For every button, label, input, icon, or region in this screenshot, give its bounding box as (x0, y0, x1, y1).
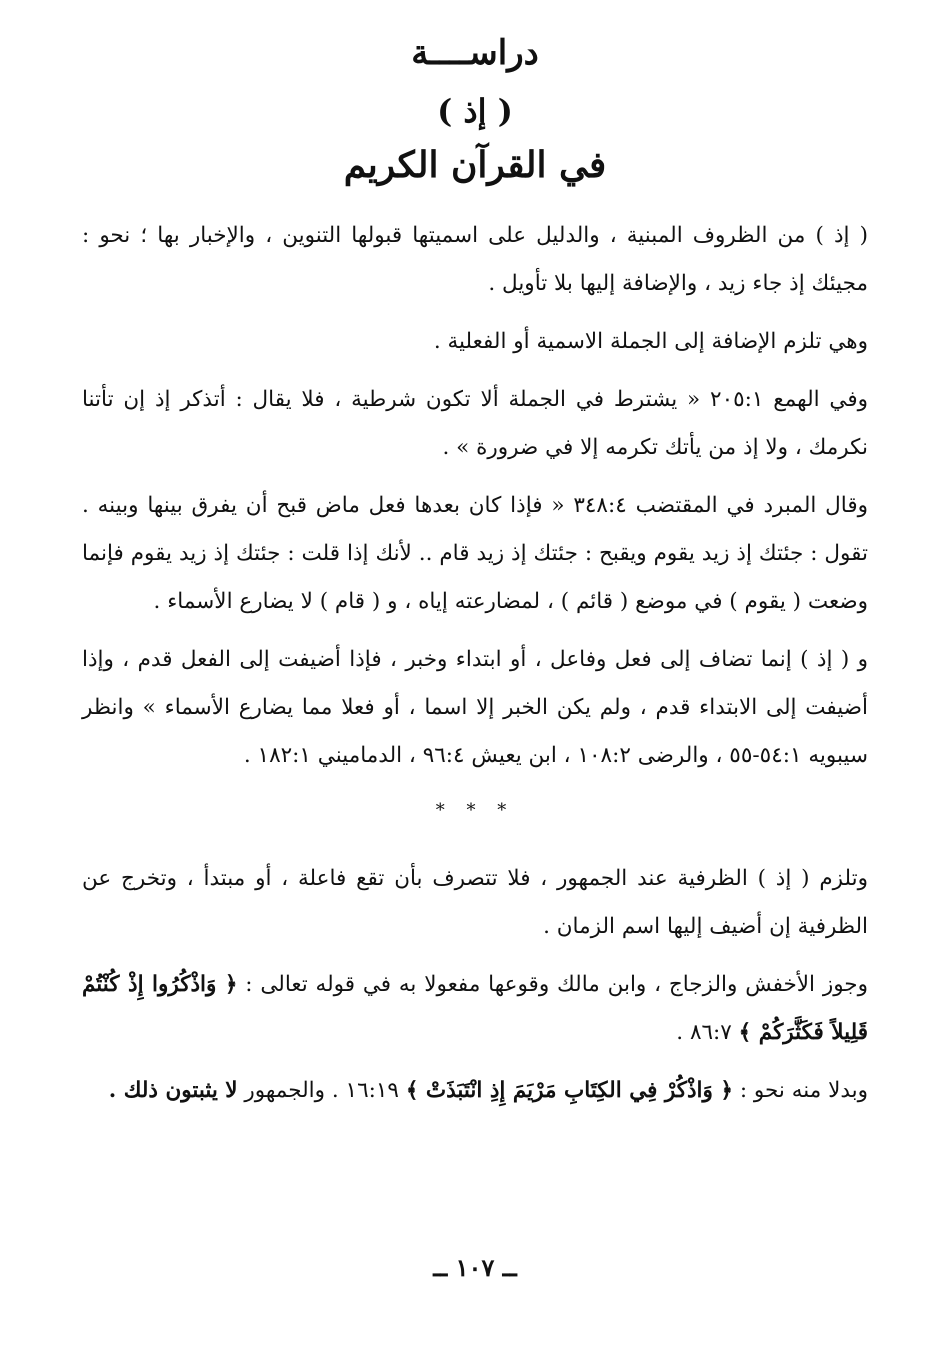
document-page (82, 28, 868, 1318)
paragraph-3: وفي الهمع ٢٠٥:١ « يشترط في الجملة ألا تكون شرطية ، فلا يقال : أتذكر إذ إن تأتنا نكرمك ، ولا إذ من يأتك تكرمه إلا في ضرورة » . (82, 386, 868, 460)
quran-verse-2: ﴿ وَاذْكُرْ فِي الكِتَابِ مَرْيَمَ إِذِ انْتَبَذَتْ ﴾ (405, 1077, 733, 1103)
verse-2-reference: ١٦:١٩ . والجمهور (244, 1077, 399, 1103)
paragraph-2: وهي تلزم الإضافة إلى الجملة الاسمية أو الفعلية . (433, 328, 868, 354)
paragraph-6: وتلزم ( إذ ) الظرفية عند الجمهور ، فلا تتصرف بأن تقع فاعلة ، أو مبتدأ ، وتخرج عن الظرفية إن أضيف إليها اسم الزمان . (82, 865, 868, 939)
title-idh: ( إذ ) (437, 91, 513, 130)
title-quran: في القرآن الكريم (343, 143, 607, 186)
section-separator: * * * (435, 799, 515, 821)
paragraph-4: وقال المبرد في المقتضب ٣٤٨:٤ « فإذا كان بعدها فعل ماض قبح أن يفرق بينها وبينه . تقول : جئتك إذ زيد يقوم ويقبح : جئتك إذ زيد قام .. لأنك إذا قلت : جئتك إذ زيد يقوم فإنما وضعت ( يقوم ) في موضع ( قائم ) ، لمضارعته إياه ، و ( قام ) لا يضارع الأسماء . (82, 492, 868, 614)
paragraph-8-end: لا يثبتون ذلك . (108, 1077, 238, 1103)
paragraph-7-text: وجوز الأخفش والزجاج ، وابن مالك وقوعها مفعولا به في قوله تعالى : (245, 971, 868, 997)
verse-1-reference: ٨٦:٧ . (676, 1019, 732, 1045)
paragraph-5: و ( إذ ) إنما تضاف إلى فعل وفاعل ، أو ابتداء وخبر ، فإذا أضيفت إلى الفعل قدم ، وإذا أضيفت إلى الابتداء قدم ، ولم يكن الخبر إلا اسما ، أو فعلا مما يضارع الأسماء » وانظر سيبويه ٥٤:١-٥٥ ، والرضى ١٠٨:٢ ، ابن يعيش ٩٦:٤ ، الدماميني ١٨٢:١ . (82, 646, 868, 768)
title-study: دراســــة (411, 33, 539, 73)
paragraph-8 (82, 1067, 868, 1115)
paragraph-8-text: وبدلا منه نحو : (739, 1077, 868, 1103)
page-number: ــ ١٠٧ ــ (433, 1253, 517, 1282)
paragraph-7 (82, 961, 868, 1057)
quran-verse-1: ﴿ وَاذْكُرُوا إِذْ كُنْتُمْ قَلِيلاً فَكَثَّرَكُمْ ﴾ (82, 971, 868, 1045)
paragraph-1: ( إذ ) من الظروف المبنية ، والدليل على اسميتها قبولها التنوين ، والإخبار بها ؛ نحو : مجيئك إذ جاء زيد ، والإضافة إليها بلا تأويل . (82, 222, 868, 296)
